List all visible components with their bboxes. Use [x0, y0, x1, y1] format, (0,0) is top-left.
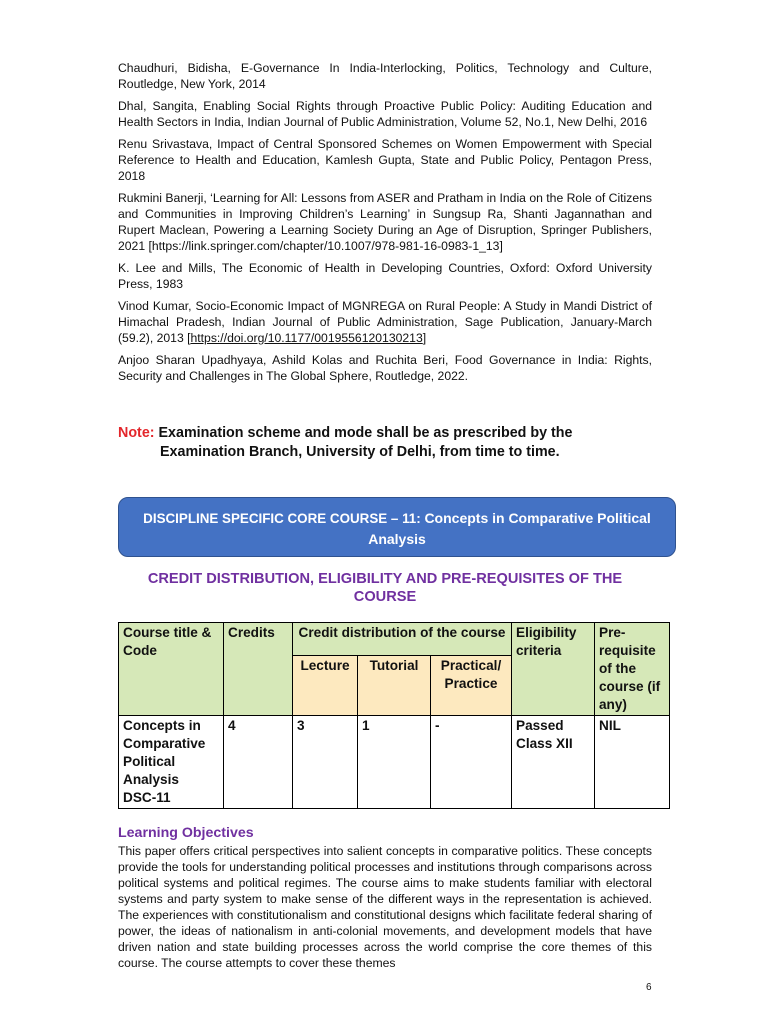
note-label: Note:: [118, 425, 155, 441]
cell-course: [119, 716, 224, 809]
header-tutorial: Tutorial: [358, 655, 431, 715]
banner-prefix: DISCIPLINE SPECIFIC CORE COURSE – 11:: [143, 511, 425, 526]
cell-lecture: 3: [293, 716, 358, 809]
header-prerequisite: Pre-requisite of the course (if any): [595, 623, 670, 716]
reference-text: Vinod Kumar, Socio-Economic Impact of MGNREGA on Rural People: A Study in Mandi District of Himachal Pradesh, Indian Journal of Public Administration, Sage Publication, January-March (59.2), 2013 [: [118, 299, 652, 345]
table-header-row: [119, 623, 670, 656]
table-row: [119, 716, 670, 809]
exam-note: [118, 424, 652, 462]
doi-link[interactable]: https://doi.org/10.1177/0019556120130213: [190, 331, 423, 345]
cell-credits: 4: [224, 716, 293, 809]
course-banner: [118, 497, 676, 557]
page-number: 6: [646, 982, 652, 993]
header-practical: Practical/ Practice: [431, 655, 512, 715]
reference-item: Chaudhuri, Bidisha, E-Governance In India-Interlocking, Politics, Technology and Culture, Routledge, New York, 2014: [118, 61, 652, 91]
cell-prerequisite: NIL: [595, 716, 670, 809]
header-course: Course title & Code: [119, 623, 224, 716]
course-title: Concepts in Comparative Political Analysis: [123, 718, 206, 787]
cell-tutorial: 1: [358, 716, 431, 809]
note-line-2: Examination Branch, University of Delhi, from time to time.: [160, 444, 560, 460]
cell-eligibility: Passed Class XII: [512, 716, 595, 809]
header-lecture: Lecture: [293, 655, 358, 715]
reference-item: K. Lee and Mills, The Economic of Health in Developing Countries, Oxford: Oxford University Press, 1983: [118, 261, 652, 291]
cell-practical: -: [431, 716, 512, 809]
learning-objectives-text: This paper offers critical perspectives into salient concepts in comparative politics. These concepts provide the tools for understanding political processes and institutions through comparisons across political systems and political regimes. The course aims to make students familiar with electoral systems and party system to make sense of the different ways in the representation is achieved. The experiences with constitutionalism and constitutional designs which facilitate federal sharing of power, the ideas of nationalism in anti-colonial movements, and development models that have driven nation and state building processes across the world comprise the core themes of this course. The course attempts to cover these themes: [118, 844, 652, 970]
reference-item: Anjoo Sharan Upadhyaya, Ashild Kolas and Ruchita Beri, Food Governance in India: Rights, Security and Challenges in The Global Sphere, Routledge, 2022.: [118, 353, 652, 383]
reference-item: Rukmini Banerji, ‘Learning for All: Lessons from ASER and Pratham in India on the Role of Citizens and Communities in Improving Children’s Learning’ in Sungsup Ra, Shanti Jagannathan and Rupert Maclean, Powering a Learning Society During an Age of Disruption, Springer Publishers, 2021 [https://link.springer.com/chapter/10.1007/978-981-16-0983-1_13]: [118, 191, 652, 253]
header-credits: Credits: [224, 623, 293, 716]
header-eligibility: Eligibility criteria: [512, 623, 595, 716]
banner-title: Concepts in Comparative Political Analysis: [368, 510, 651, 547]
credit-heading: CREDIT DISTRIBUTION, ELIGIBILITY AND PRE-REQUISITES OF THE COURSE: [147, 571, 623, 605]
reference-item: Dhal, Sangita, Enabling Social Rights through Proactive Public Policy: Auditing Education and Health Sectors in India, Indian Journal of Public Administration, Volume 52, No.1, New Delhi, 2016: [118, 99, 652, 129]
learning-objectives-heading: Learning Objectives: [118, 825, 254, 841]
reading-list: [118, 60, 652, 390]
reference-bracket: ]: [422, 331, 427, 345]
note-line-1: Examination scheme and mode shall be as prescribed by the: [158, 425, 573, 441]
reference-item: Renu Srivastava, Impact of Central Sponsored Schemes on Women Empowerment with Special Reference to Health and Education, Kamlesh Gupta, State and Public Policy, Pentagon Press, 2018: [118, 137, 652, 183]
header-distribution: Credit distribution of the course: [293, 623, 512, 656]
course-code: DSC-11: [123, 790, 171, 805]
reference-item: [118, 298, 652, 346]
credit-table: [118, 622, 670, 809]
